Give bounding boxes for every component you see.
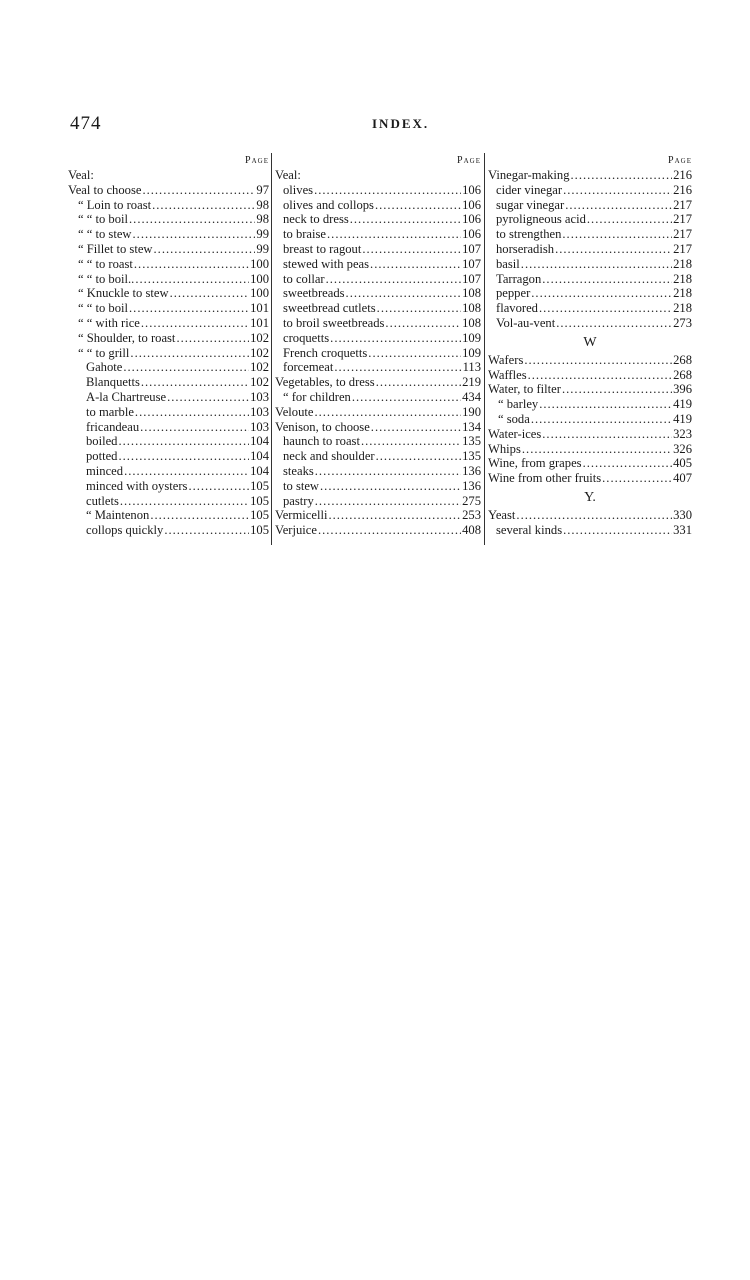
dot-leader [141, 316, 249, 331]
index-entry [68, 257, 269, 272]
index-entry [488, 368, 692, 383]
index-entry [275, 508, 481, 523]
index-entry [275, 183, 481, 198]
entry-label: neck and shoulder [283, 449, 375, 464]
index-entry [68, 375, 269, 390]
index-entry [275, 405, 481, 420]
entry-label: to braise [283, 227, 327, 242]
index-entry [68, 346, 269, 361]
index-entry [488, 212, 692, 227]
entry-page-number: 408 [462, 523, 481, 538]
entry-page-number: 330 [673, 507, 692, 522]
index-entry [275, 272, 481, 287]
entry-page-number: 434 [462, 389, 481, 404]
dot-leader [154, 242, 256, 257]
entry-page-number: 101 [250, 301, 269, 316]
dot-leader [602, 471, 672, 486]
entry-label: Gahote [86, 360, 123, 375]
entry-page-number: 98 [256, 212, 269, 227]
index-entry [275, 301, 481, 316]
entry-page-number: 103 [250, 389, 269, 404]
entry-page-number: 405 [673, 456, 692, 471]
index-entry [275, 316, 481, 331]
dot-leader [522, 442, 672, 457]
index-rows [275, 168, 481, 538]
entry-page-number: 103 [250, 419, 269, 434]
entry-page-number: 105 [250, 493, 269, 508]
dot-leader [352, 390, 461, 405]
entry-page-number: 268 [673, 367, 692, 382]
dot-leader [118, 434, 249, 449]
dot-leader [556, 316, 672, 331]
entry-label: neck to dress [283, 212, 349, 227]
entry-label: Vol-au-vent [496, 315, 556, 330]
entry-label: “ “ to grill [78, 345, 130, 360]
entry-label: French croquetts [283, 345, 368, 360]
entry-page-number: 331 [673, 522, 692, 537]
index-entry [68, 227, 269, 242]
entry-label: Water-ices [488, 426, 542, 441]
entry-label: boiled [86, 434, 118, 449]
index-entry [275, 479, 481, 494]
entry-page-number: 98 [256, 197, 269, 212]
index-entry [488, 382, 692, 397]
dot-leader [555, 242, 672, 257]
dot-leader [167, 390, 249, 405]
dot-leader [327, 227, 461, 242]
index-entry [68, 494, 269, 509]
entry-page-number: 102 [250, 375, 269, 390]
entry-label: Venison, to choose [275, 419, 370, 434]
entry-page-number: 99 [256, 227, 269, 242]
dot-leader [542, 427, 672, 442]
entry-page-number: 218 [673, 256, 692, 271]
entry-label: potted [86, 449, 118, 464]
index-entry [488, 272, 692, 287]
index-entry [488, 227, 692, 242]
index-entry [68, 420, 269, 435]
entry-label: pastry [283, 493, 314, 508]
entry-page-number: 97 [256, 182, 269, 197]
index-entry [275, 286, 481, 301]
page-number: 474 [70, 113, 102, 134]
index-entry [275, 434, 481, 449]
entry-label: cider vinegar [496, 182, 563, 197]
entry-page-number: 109 [462, 330, 481, 345]
dot-leader [314, 183, 461, 198]
index-entry [275, 198, 481, 213]
index-entry [68, 301, 269, 316]
entry-label: flavored [496, 301, 538, 316]
index-entry [488, 508, 692, 523]
entry-label: Veloute [275, 404, 314, 419]
dot-leader [521, 257, 672, 272]
dot-leader [539, 397, 672, 412]
entry-label: stewed with peas [283, 256, 370, 271]
entry-label: horseradish [496, 241, 555, 256]
dot-leader [562, 227, 672, 242]
entry-label: “ barley [498, 397, 539, 412]
dot-leader [170, 286, 250, 301]
entry-page-number: 136 [462, 478, 481, 493]
dot-leader [318, 523, 461, 538]
dot-leader [320, 479, 461, 494]
entry-page-number: 102 [250, 360, 269, 375]
index-entry [488, 286, 692, 301]
index-entry [68, 242, 269, 257]
index-entry [488, 242, 692, 257]
entry-page-number: 102 [250, 345, 269, 360]
entry-label: “ for children [283, 389, 351, 404]
index-section-w [488, 333, 692, 486]
entry-label: Yeast [488, 507, 516, 522]
dot-leader [188, 479, 249, 494]
index-entry [275, 360, 481, 375]
index-entry [68, 464, 269, 479]
index-rows [68, 183, 269, 538]
entry-page-number: 396 [673, 382, 692, 397]
entry-label: several kinds [496, 522, 563, 537]
dot-leader [375, 198, 461, 213]
entry-page-number: 105 [250, 478, 269, 493]
dot-leader [531, 412, 672, 427]
entry-label: A-la Chartreuse [86, 389, 167, 404]
entry-page-number: 273 [673, 315, 692, 330]
dot-leader [133, 227, 256, 242]
dot-leader [524, 353, 672, 368]
dot-leader [152, 198, 255, 213]
section-letter: Y. [584, 489, 596, 505]
entry-label: “ Fillet to stew [78, 241, 153, 256]
entry-page-number: 218 [673, 301, 692, 316]
dot-leader [346, 286, 462, 301]
entry-label: minced with oysters [86, 478, 188, 493]
entry-page-number: 407 [673, 471, 692, 486]
entry-page-number: 275 [462, 493, 481, 508]
index-entry [68, 331, 269, 346]
entry-label: Blanquetts [86, 375, 140, 390]
dot-leader [118, 449, 249, 464]
entry-page-number: 216 [673, 182, 692, 197]
dot-leader [123, 360, 249, 375]
entry-label: forcemeat [283, 360, 334, 375]
entry-page-number: 100 [250, 271, 269, 286]
entry-page-number: 102 [250, 330, 269, 345]
index-entry [68, 449, 269, 464]
dot-leader [330, 331, 461, 346]
entry-label: “ “ to boil [78, 301, 129, 316]
dot-leader [563, 523, 672, 538]
entry-page-number: 134 [462, 419, 481, 434]
index-entry [68, 508, 269, 523]
entry-page-number: 218 [673, 286, 692, 301]
index-entry [275, 449, 481, 464]
index-entry [488, 198, 692, 213]
entry-label: Whips [488, 441, 521, 456]
index-entry [488, 427, 692, 442]
index-entry [68, 183, 269, 198]
dot-leader [565, 198, 672, 213]
entry-label: “ “ to stew [78, 227, 132, 242]
dot-leader [328, 508, 461, 523]
entry-label: olives [283, 182, 314, 197]
entry-label: to marble [86, 404, 134, 419]
index-entry [275, 464, 481, 479]
entry-label: basil [496, 256, 520, 271]
entry-label: Veal to choose [68, 182, 142, 197]
index-column-1 [68, 153, 272, 545]
index-entry [275, 420, 481, 435]
index-entry [68, 360, 269, 375]
entry-page-number: 217 [673, 227, 692, 242]
entry-page-number: 107 [462, 271, 481, 286]
index-entry [488, 301, 692, 316]
index-entry [68, 198, 269, 213]
entry-label: sweetbread cutlets [283, 301, 376, 316]
dot-leader [142, 183, 255, 198]
entry-page-number: 104 [250, 449, 269, 464]
dot-leader [376, 449, 461, 464]
entry-page-number: 108 [462, 301, 481, 316]
dot-leader [539, 301, 672, 316]
dot-leader [135, 405, 249, 420]
entry-page-number: 106 [462, 197, 481, 212]
entry-label: “ Maintenon [86, 508, 150, 523]
dot-leader [542, 272, 672, 287]
index-entry [488, 353, 692, 368]
entry-label: Vinegar-making [488, 168, 570, 182]
entry-label: Water, to filter [488, 382, 561, 397]
dot-leader [135, 272, 249, 287]
index-entry [275, 375, 481, 390]
dot-leader [583, 456, 673, 471]
entry-label: “ “ to boil.. [78, 271, 135, 286]
entry-label: Tarragon [496, 271, 542, 286]
entry-page-number: 419 [673, 411, 692, 426]
dot-leader [120, 494, 249, 509]
index-entry [68, 434, 269, 449]
index-entry [488, 316, 692, 331]
entry-label: Waffles [488, 367, 527, 382]
dot-leader [361, 434, 461, 449]
index-entry [488, 471, 692, 486]
entry-label: breast to ragout [283, 241, 362, 256]
dot-leader [315, 494, 461, 509]
entry-page-number: 105 [250, 523, 269, 538]
index-entry [68, 286, 269, 301]
dot-leader [350, 212, 461, 227]
dot-leader [130, 346, 249, 361]
dot-leader [150, 508, 249, 523]
entry-label: sugar vinegar [496, 197, 565, 212]
dot-leader [129, 212, 255, 227]
entry-label: to stew [283, 478, 320, 493]
dot-leader [164, 523, 249, 538]
index-entry [68, 390, 269, 405]
entry-page-number: 113 [462, 360, 481, 375]
index-entry [68, 405, 269, 420]
dot-leader [368, 346, 461, 361]
dot-leader [140, 420, 249, 435]
dot-leader [385, 316, 461, 331]
entry-page-number: 109 [462, 345, 481, 360]
entry-page-number: 217 [673, 241, 692, 256]
index-entry [275, 346, 481, 361]
entry-label: steaks [283, 463, 314, 478]
dot-leader [314, 405, 461, 420]
entry-label: Vegetables, to dress [275, 375, 375, 390]
entry-label: “ soda [498, 411, 530, 426]
page-column-label: Page [668, 155, 692, 166]
entry-page-number: 216 [673, 168, 692, 182]
dot-leader [362, 242, 461, 257]
page-column-label: Page [457, 155, 481, 166]
entry-page-number: 218 [673, 271, 692, 286]
entry-page-number: 106 [462, 182, 481, 197]
entry-label: collops quickly [86, 523, 164, 538]
entry-page-number: 108 [462, 286, 481, 301]
entry-page-number: 101 [250, 315, 269, 330]
running-head: INDEX. [372, 116, 430, 131]
index-entry [68, 523, 269, 538]
dot-leader [124, 464, 249, 479]
entry-page-number: 326 [673, 441, 692, 456]
entry-page-number: 103 [250, 404, 269, 419]
entry-page-number: 104 [250, 463, 269, 478]
dot-leader [531, 286, 672, 301]
index-entry [275, 227, 481, 242]
entry-label: olives and collops [283, 197, 374, 212]
entry-label: minced [86, 463, 124, 478]
index-entry: Veal: [275, 168, 301, 182]
dot-leader [134, 257, 249, 272]
dot-leader [129, 301, 249, 316]
entry-label: fricandeau [86, 419, 140, 434]
entry-page-number: 217 [673, 212, 692, 227]
entry-page-number: 268 [673, 352, 692, 367]
entry-page-number: 100 [250, 286, 269, 301]
entry-label: Verjuice [275, 523, 317, 538]
index-entry [68, 212, 269, 227]
index-entry [488, 523, 692, 538]
entry-label: pyroligneous acid [496, 212, 586, 227]
entry-label: “ “ to boil [78, 212, 129, 227]
entry-label: to strengthen [496, 227, 562, 242]
dot-leader [528, 368, 672, 383]
entry-page-number: 105 [250, 508, 269, 523]
index-entry [275, 494, 481, 509]
entry-page-number: 217 [673, 197, 692, 212]
dot-leader [141, 375, 249, 390]
index-entry [275, 242, 481, 257]
index-entry [68, 316, 269, 331]
entry-page-number: 108 [462, 315, 481, 330]
index-entry [488, 397, 692, 412]
entry-page-number: 107 [462, 256, 481, 271]
entry-label: “ Knuckle to stew [78, 286, 169, 301]
entry-label: “ “ to roast [78, 256, 133, 271]
entry-page-number: 106 [462, 227, 481, 242]
entry-label: sweetbreads [283, 286, 345, 301]
index-section-y [488, 488, 692, 538]
index-entry [488, 183, 692, 198]
section-letter: W [583, 334, 597, 350]
index-entry [275, 257, 481, 272]
index-entry [68, 272, 269, 287]
entry-label: to collar [283, 271, 325, 286]
dot-leader [516, 508, 672, 523]
index-column-2 [272, 153, 485, 545]
dot-leader [562, 382, 672, 397]
entry-page-number: 219 [462, 375, 481, 390]
entry-page-number: 253 [462, 508, 481, 523]
index-column-3 [485, 153, 692, 538]
entry-label: pepper [496, 286, 531, 301]
index-entry [488, 168, 692, 183]
entry-page-number: 99 [256, 241, 269, 256]
entry-label: Wine, from grapes [488, 456, 582, 471]
index-heading: Veal: [68, 168, 94, 182]
index-entry [488, 257, 692, 272]
entry-label: “ Shoulder, to roast [78, 330, 176, 345]
dot-leader [371, 420, 461, 435]
dot-leader [315, 464, 461, 479]
entry-page-number: 135 [462, 434, 481, 449]
entry-label: Vermicelli [275, 508, 328, 523]
index-section [488, 168, 692, 331]
entry-page-number: 419 [673, 397, 692, 412]
entry-page-number: 135 [462, 449, 481, 464]
dot-leader [326, 272, 461, 287]
entry-page-number: 106 [462, 212, 481, 227]
index-entry [488, 442, 692, 457]
index-entry [275, 331, 481, 346]
entry-label: “ “ with rice [78, 315, 140, 330]
entry-page-number: 104 [250, 434, 269, 449]
dot-leader [334, 360, 461, 375]
dot-leader [176, 331, 249, 346]
entry-page-number: 100 [250, 256, 269, 271]
entry-label: “ Loin to roast [78, 197, 152, 212]
entry-page-number: 136 [462, 463, 481, 478]
index-entry [275, 523, 481, 538]
entry-page-number: 323 [673, 426, 692, 441]
entry-page-number: 190 [462, 404, 481, 419]
dot-leader [571, 168, 673, 183]
entry-label: croquetts [283, 330, 330, 345]
index-entry [275, 212, 481, 227]
dot-leader [376, 375, 461, 390]
entry-label: to broil sweetbreads [283, 315, 385, 330]
dot-leader [377, 301, 461, 316]
entry-label: cutlets [86, 493, 119, 508]
dot-leader [563, 183, 672, 198]
page-column-label: Page [245, 155, 269, 166]
index-entry [488, 456, 692, 471]
index-entry [68, 479, 269, 494]
entry-label: Wine from other fruits [488, 471, 602, 486]
entry-label: haunch to roast [283, 434, 360, 449]
entry-page-number: 107 [462, 241, 481, 256]
dot-leader [587, 212, 672, 227]
dot-leader [370, 257, 461, 272]
index-entry [488, 412, 692, 427]
entry-label: Wafers [488, 352, 524, 367]
index-entry [275, 390, 481, 405]
